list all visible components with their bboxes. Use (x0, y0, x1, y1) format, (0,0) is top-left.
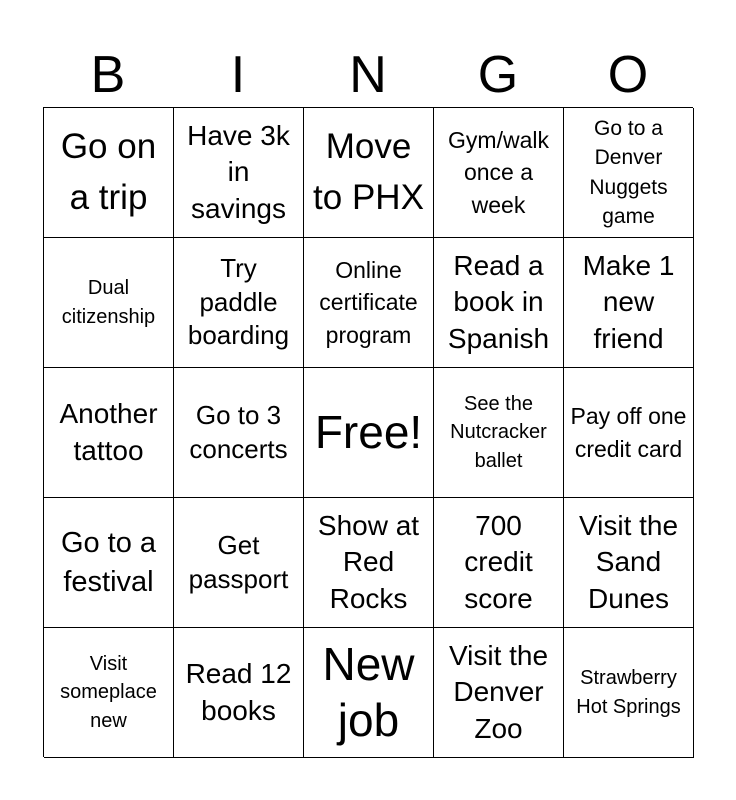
bingo-cell-r0-c3[interactable] (434, 108, 564, 238)
bingo-cell-r1-c1[interactable] (174, 238, 304, 368)
bingo-cell-text: Another tattoo (59, 398, 158, 466)
bingo-cell-text: Go to a Denver Nuggets game (589, 116, 668, 228)
bingo-cell-r0-c1[interactable] (174, 108, 304, 238)
bingo-cell-text: Visit the Sand Dunes (578, 509, 679, 614)
bingo-cell-r1-c0[interactable] (44, 238, 174, 368)
bingo-cell-r4-c3[interactable] (434, 628, 564, 758)
bingo-cell-r1-c3[interactable] (434, 238, 564, 368)
bingo-cell-text: Free! (314, 405, 423, 458)
bingo-cell-text: New job (322, 638, 415, 746)
bingo-cell-text: Go to 3 concerts (189, 399, 288, 464)
bingo-cell-r2-c1[interactable] (174, 368, 304, 498)
header-letter-g: G (477, 46, 519, 104)
header-letter-i: I (230, 46, 246, 104)
bingo-cell-r3-c3[interactable] (434, 498, 564, 628)
bingo-cell-r2-c4[interactable] (564, 368, 694, 498)
bingo-cell-text: Show at Red Rocks (317, 509, 420, 614)
bingo-cell-text: Go on a trip (60, 126, 157, 217)
bingo-cell-text: See the Nutcracker ballet (450, 392, 547, 472)
bingo-cell-text: Read 12 books (185, 658, 292, 726)
bingo-cell-r4-c2[interactable] (304, 628, 434, 758)
bingo-cell-r4-c4[interactable] (564, 628, 694, 758)
bingo-cell-text: Strawberry Hot Springs (576, 667, 681, 718)
bingo-cell-free[interactable] (304, 368, 434, 498)
bingo-cell-text: Have 3k in savings (187, 119, 290, 224)
bingo-cell-r3-c2[interactable] (304, 498, 434, 628)
bingo-cell-r0-c0[interactable] (44, 108, 174, 238)
bingo-cell-r4-c0[interactable] (44, 628, 174, 758)
bingo-cell-text: Gym/walk once a week (448, 127, 549, 218)
bingo-cell-r3-c1[interactable] (174, 498, 304, 628)
bingo-cell-r3-c0[interactable] (44, 498, 174, 628)
bingo-cell-text: Make 1 new friend (582, 249, 675, 354)
bingo-cell-text: 700 credit score (464, 509, 533, 614)
bingo-card (43, 107, 693, 757)
bingo-cell-r3-c4[interactable] (564, 498, 694, 628)
bingo-header (43, 42, 693, 108)
bingo-cell-text: Read a book in Spanish (447, 249, 550, 354)
bingo-cell-r1-c4[interactable] (564, 238, 694, 368)
bingo-cell-text: Try paddle boarding (187, 252, 290, 351)
bingo-cell-text: Pay off one credit card (570, 403, 687, 462)
bingo-cell-r2-c0[interactable] (44, 368, 174, 498)
bingo-cell-r2-c3[interactable] (434, 368, 564, 498)
bingo-cell-text: Move to PHX (313, 126, 424, 217)
bingo-cell-r0-c2[interactable] (304, 108, 434, 238)
bingo-cell-r1-c2[interactable] (304, 238, 434, 368)
header-letter-b: B (90, 46, 126, 104)
bingo-cell-r0-c4[interactable] (564, 108, 694, 238)
header-letter-n: N (349, 46, 387, 104)
header-letter-o: O (607, 46, 649, 104)
bingo-cell-text: Online certificate program (319, 257, 418, 348)
bingo-cell-text: Dual citizenship (61, 277, 156, 328)
bingo-cell-text: Go to a festival (60, 526, 157, 598)
bingo-cell-text: Visit someplace new (60, 652, 157, 732)
bingo-cell-text: Get passport (188, 529, 289, 594)
bingo-cell-r4-c1[interactable] (174, 628, 304, 758)
bingo-cell-text: Visit the Denver Zoo (448, 639, 549, 744)
